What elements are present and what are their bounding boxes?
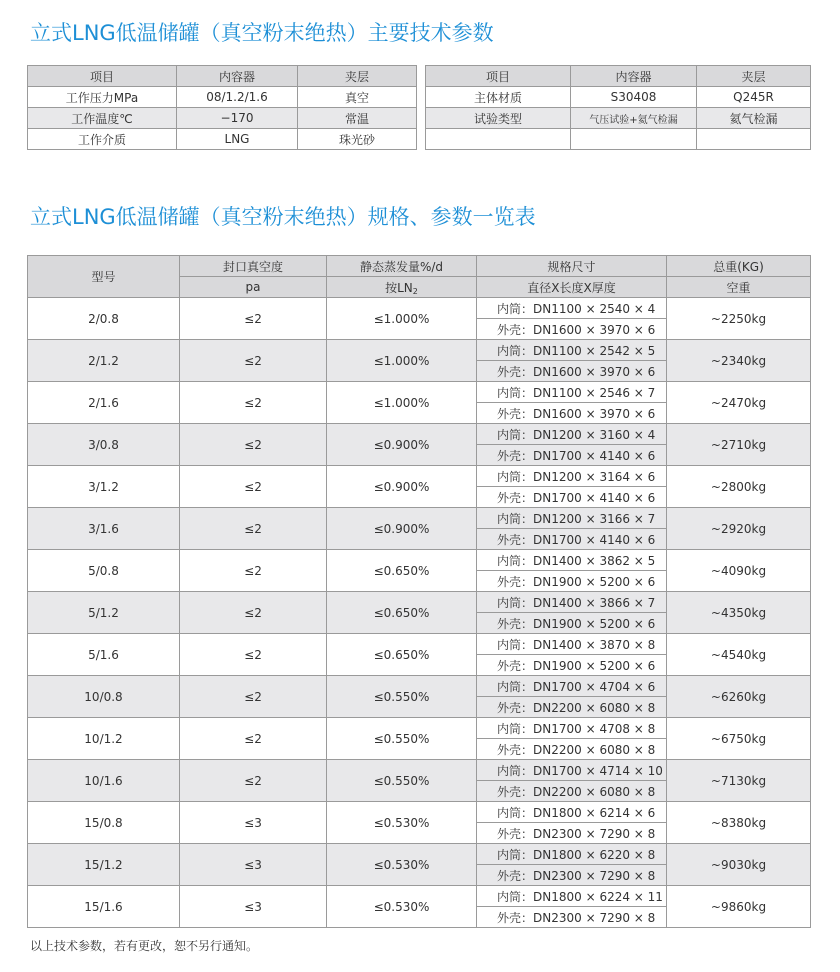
inner-dimension-cell: 内筒：DN1200 × 3164 × 6 — [477, 466, 667, 487]
evaporation-cell: ≤0.650% — [327, 634, 477, 676]
weight-cell: ~6260kg — [667, 676, 811, 718]
header-vacuum: 封口真空度 — [180, 256, 327, 277]
weight-cell: ~4540kg — [667, 634, 811, 676]
evaporation-cell: ≤0.650% — [327, 550, 477, 592]
inner-dimension-cell: 内筒：DN1400 × 3862 × 5 — [477, 550, 667, 571]
inner-dimension-cell: 内筒：DN1700 × 4714 × 10 — [477, 760, 667, 781]
header-interlayer: 夹层 — [697, 66, 811, 87]
inner-dimension-cell: 内筒：DN1100 × 2542 × 5 — [477, 340, 667, 361]
inner-dimension-cell: 内筒：DN1700 × 4708 × 8 — [477, 718, 667, 739]
table-row — [28, 129, 417, 150]
param-interlayer — [697, 129, 811, 150]
param-name: 试验类型 — [426, 108, 571, 129]
param-interlayer: 真空 — [298, 87, 417, 108]
main-parameters-table-right — [425, 65, 811, 150]
evaporation-cell: ≤0.530% — [327, 886, 477, 928]
outer-dimension-cell: 外壳：DN1900 × 5200 × 6 — [477, 571, 667, 592]
header-evaporation-unit — [327, 277, 477, 298]
outer-dimension-cell: 外壳：DN1600 × 3970 × 6 — [477, 403, 667, 424]
outer-dimension-cell: 外壳：DN2200 × 6080 × 8 — [477, 739, 667, 760]
evaporation-cell: ≤1.000% — [327, 340, 477, 382]
model-cell: 10/1.6 — [28, 760, 180, 802]
evaporation-cell: ≤1.000% — [327, 298, 477, 340]
inner-dimension-cell: 内筒：DN1100 × 2546 × 7 — [477, 382, 667, 403]
param-interlayer: Q245R — [697, 87, 811, 108]
model-cell: 3/1.2 — [28, 466, 180, 508]
param-name: 主体材质 — [426, 87, 571, 108]
outer-dimension-cell: 外壳：DN2300 × 7290 × 8 — [477, 907, 667, 928]
table-row — [28, 718, 811, 739]
outer-dimension-cell: 外壳：DN1700 × 4140 × 6 — [477, 529, 667, 550]
param-interlayer: 氦气检漏 — [697, 108, 811, 129]
spec-table-title: 立式LNG低温储罐（真空粉末绝热）规格、参数一览表 — [30, 205, 536, 229]
model-cell: 2/1.2 — [28, 340, 180, 382]
outer-dimension-cell: 外壳：DN1700 × 4140 × 6 — [477, 445, 667, 466]
header-interlayer: 夹层 — [298, 66, 417, 87]
model-cell: 15/0.8 — [28, 802, 180, 844]
param-name: 工作温度℃ — [28, 108, 177, 129]
inner-dimension-cell: 内筒：DN1800 × 6224 × 11 — [477, 886, 667, 907]
weight-cell: ~9030kg — [667, 844, 811, 886]
evaporation-cell: ≤1.000% — [327, 382, 477, 424]
vacuum-cell: ≤2 — [180, 760, 327, 802]
evaporation-cell: ≤0.530% — [327, 802, 477, 844]
table-row — [28, 382, 811, 403]
table-row — [426, 108, 811, 129]
param-inner: S30408 — [571, 87, 697, 108]
header-evaporation: 静态蒸发量%/d — [327, 256, 477, 277]
evaporation-cell: ≤0.900% — [327, 508, 477, 550]
vacuum-cell: ≤2 — [180, 340, 327, 382]
weight-cell: ~9860kg — [667, 886, 811, 928]
header-weight: 总重(KG) — [667, 256, 811, 277]
table-row — [28, 550, 811, 571]
table-row — [426, 129, 811, 150]
outer-dimension-cell: 外壳：DN2200 × 6080 × 8 — [477, 781, 667, 802]
model-cell: 5/0.8 — [28, 550, 180, 592]
table-row — [28, 87, 417, 108]
model-cell: 10/0.8 — [28, 676, 180, 718]
table-row — [28, 760, 811, 781]
weight-cell: ~2800kg — [667, 466, 811, 508]
weight-cell: ~6750kg — [667, 718, 811, 760]
table-row — [28, 802, 811, 823]
inner-dimension-cell: 内筒：DN1800 × 6220 × 8 — [477, 844, 667, 865]
header-vacuum-unit: pa — [180, 277, 327, 298]
inner-dimension-cell: 内筒：DN1200 × 3160 × 4 — [477, 424, 667, 445]
vacuum-cell: ≤2 — [180, 382, 327, 424]
table-row — [28, 886, 811, 907]
vacuum-cell: ≤2 — [180, 298, 327, 340]
outer-dimension-cell: 外壳：DN2300 × 7290 × 8 — [477, 823, 667, 844]
outer-dimension-cell: 外壳：DN1700 × 4140 × 6 — [477, 487, 667, 508]
table-row — [28, 634, 811, 655]
model-cell: 2/1.6 — [28, 382, 180, 424]
evaporation-cell: ≤0.900% — [327, 466, 477, 508]
table-row — [28, 298, 811, 319]
vacuum-cell: ≤2 — [180, 550, 327, 592]
header-weight-sub: 空重 — [667, 277, 811, 298]
model-cell: 10/1.2 — [28, 718, 180, 760]
spec-table — [27, 255, 811, 928]
vacuum-cell: ≤2 — [180, 676, 327, 718]
param-name: 工作介质 — [28, 129, 177, 150]
param-inner: 气压试验+氦气检漏 — [571, 108, 697, 129]
inner-dimension-cell: 内筒：DN1400 × 3866 × 7 — [477, 592, 667, 613]
main-parameters-table-left — [27, 65, 417, 150]
param-name — [426, 129, 571, 150]
header-inner-vessel: 内容器 — [177, 66, 298, 87]
header-model: 型号 — [28, 256, 180, 298]
table-header-row — [426, 66, 811, 87]
weight-cell: ~7130kg — [667, 760, 811, 802]
weight-cell: ~4090kg — [667, 550, 811, 592]
param-interlayer: 珠光砂 — [298, 129, 417, 150]
table-row — [28, 676, 811, 697]
header-inner-vessel: 内容器 — [571, 66, 697, 87]
vacuum-cell: ≤3 — [180, 844, 327, 886]
param-inner: −170 — [177, 108, 298, 129]
model-cell: 5/1.6 — [28, 634, 180, 676]
param-inner — [571, 129, 697, 150]
weight-cell: ~2470kg — [667, 382, 811, 424]
param-inner: LNG — [177, 129, 298, 150]
vacuum-cell: ≤3 — [180, 886, 327, 928]
table-row — [28, 108, 417, 129]
vacuum-cell: ≤2 — [180, 424, 327, 466]
evaporation-cell: ≤0.550% — [327, 760, 477, 802]
header-dimensions: 规格尺寸 — [477, 256, 667, 277]
header-item: 项目 — [28, 66, 177, 87]
table-header-row — [28, 66, 417, 87]
model-cell: 3/1.6 — [28, 508, 180, 550]
model-cell: 5/1.2 — [28, 592, 180, 634]
weight-cell: ~4350kg — [667, 592, 811, 634]
vacuum-cell: ≤3 — [180, 802, 327, 844]
main-parameters-title: 立式LNG低温储罐（真空粉末绝热）主要技术参数 — [30, 21, 494, 45]
vacuum-cell: ≤2 — [180, 466, 327, 508]
evaporation-cell: ≤0.530% — [327, 844, 477, 886]
table-row — [28, 508, 811, 529]
footnote: 以上技术参数，若有更改，恕不另行通知。 — [30, 939, 259, 953]
vacuum-cell: ≤2 — [180, 508, 327, 550]
weight-cell: ~2710kg — [667, 424, 811, 466]
outer-dimension-cell: 外壳：DN1900 × 5200 × 6 — [477, 613, 667, 634]
inner-dimension-cell: 内筒：DN1400 × 3870 × 8 — [477, 634, 667, 655]
vacuum-cell: ≤2 — [180, 718, 327, 760]
table-row — [28, 844, 811, 865]
table-row — [28, 466, 811, 487]
evap-unit-text: 按LN — [385, 280, 413, 295]
outer-dimension-cell: 外壳：DN1900 × 5200 × 6 — [477, 655, 667, 676]
model-cell: 3/0.8 — [28, 424, 180, 466]
outer-dimension-cell: 外壳：DN1600 × 3970 × 6 — [477, 361, 667, 382]
evap-unit-subscript: 2 — [412, 286, 418, 296]
weight-cell: ~2920kg — [667, 508, 811, 550]
table-row — [28, 340, 811, 361]
spec-table-body — [28, 298, 811, 928]
evaporation-cell: ≤0.900% — [327, 424, 477, 466]
weight-cell: ~8380kg — [667, 802, 811, 844]
header-dimensions-sub: 直径X长度X厚度 — [477, 277, 667, 298]
param-inner: 08/1.2/1.6 — [177, 87, 298, 108]
inner-dimension-cell: 内筒：DN1200 × 3166 × 7 — [477, 508, 667, 529]
model-cell: 2/0.8 — [28, 298, 180, 340]
outer-dimension-cell: 外壳：DN1600 × 3970 × 6 — [477, 319, 667, 340]
param-interlayer: 常温 — [298, 108, 417, 129]
table-row — [28, 592, 811, 613]
table-header-row — [28, 256, 811, 277]
outer-dimension-cell: 外壳：DN2300 × 7290 × 8 — [477, 865, 667, 886]
evaporation-cell: ≤0.550% — [327, 718, 477, 760]
model-cell: 15/1.2 — [28, 844, 180, 886]
evaporation-cell: ≤0.650% — [327, 592, 477, 634]
param-name: 工作压力MPa — [28, 87, 177, 108]
vacuum-cell: ≤2 — [180, 634, 327, 676]
weight-cell: ~2250kg — [667, 298, 811, 340]
outer-dimension-cell: 外壳：DN2200 × 6080 × 8 — [477, 697, 667, 718]
model-cell: 15/1.6 — [28, 886, 180, 928]
inner-dimension-cell: 内筒：DN1700 × 4704 × 6 — [477, 676, 667, 697]
weight-cell: ~2340kg — [667, 340, 811, 382]
inner-dimension-cell: 内筒：DN1100 × 2540 × 4 — [477, 298, 667, 319]
vacuum-cell: ≤2 — [180, 592, 327, 634]
inner-dimension-cell: 内筒：DN1800 × 6214 × 6 — [477, 802, 667, 823]
table-row — [28, 424, 811, 445]
table-row — [426, 87, 811, 108]
header-item: 项目 — [426, 66, 571, 87]
evaporation-cell: ≤0.550% — [327, 676, 477, 718]
